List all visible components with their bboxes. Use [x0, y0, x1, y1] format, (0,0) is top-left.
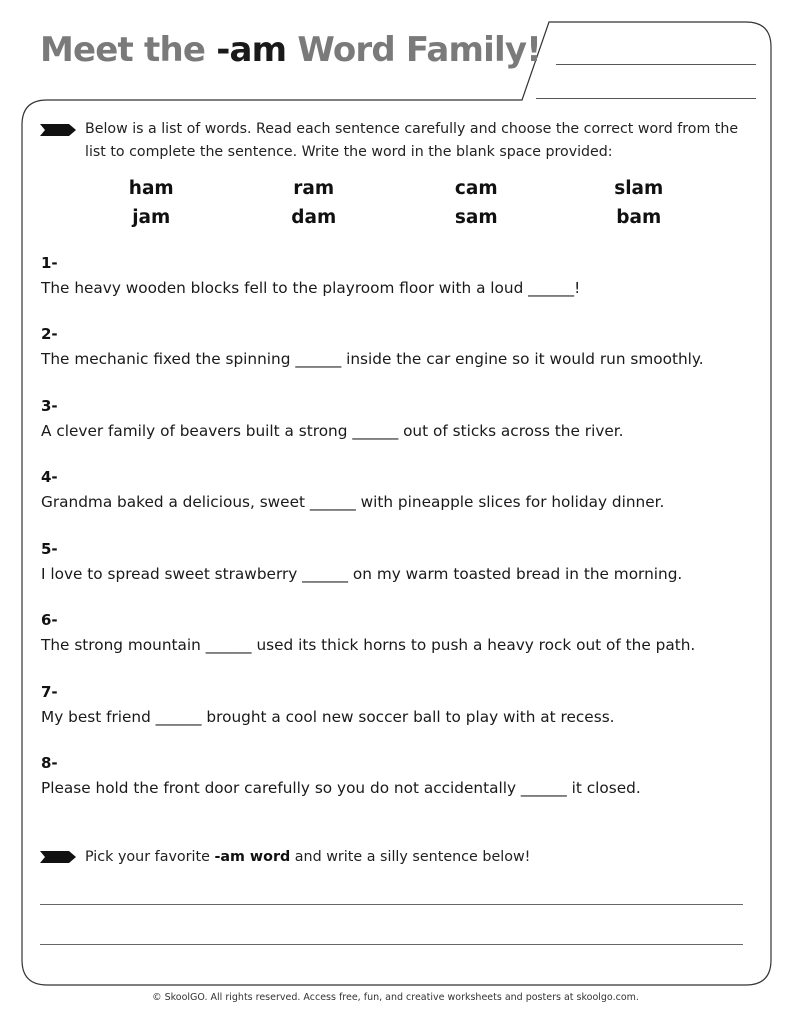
question-item	[41, 540, 766, 586]
question-sentence[interactable]: Grandma baked a delicious, sweet ______ with pineapple slices for holiday dinner.	[41, 493, 665, 511]
question-item	[41, 325, 766, 371]
word-bank-word: jam	[132, 207, 171, 228]
silly-sentence-prompt	[85, 846, 530, 868]
word-bank	[70, 174, 720, 232]
question-item	[41, 397, 766, 443]
question-sentence[interactable]: The strong mountain ______ used its thick horns to push a heavy rock out of the path.	[41, 636, 696, 654]
page-title	[40, 30, 541, 70]
instruction-text: Below is a list of words. Read each sentence carefully and choose the correct word from the list to complete the sentence. Write the word in the blank space provided:	[85, 121, 739, 160]
question-sentence[interactable]: Please hold the front door carefully so you do not accidentally ______ it closed.	[41, 779, 641, 797]
word-bank-word: sam	[454, 207, 498, 228]
question-number: 7-	[41, 683, 58, 701]
question-item	[41, 611, 766, 657]
word-bank-word: dam	[291, 207, 337, 228]
question-item	[41, 254, 766, 300]
question-sentence[interactable]: My best friend ______ brought a cool new soccer ball to play with at recess.	[41, 708, 615, 726]
writing-line[interactable]	[40, 904, 743, 905]
word-bank-row	[70, 174, 720, 203]
word-bank-word: cam	[454, 178, 498, 199]
footer-copyright: © SkoolGO. All rights reserved. Access free, fun, and creative worksheets and posters at skoolgo.com.	[152, 992, 639, 1003]
prompt-text: Pick your favorite	[85, 849, 215, 865]
question-number: 5-	[41, 540, 58, 558]
question-number: 6-	[41, 611, 58, 629]
prompt-text: and write a silly sentence below!	[290, 849, 531, 865]
arrow-pointer-icon	[40, 124, 76, 136]
title-accent: -am	[216, 30, 287, 70]
word-bank-word: ham	[128, 178, 174, 199]
question-number: 4-	[41, 468, 58, 486]
question-sentence[interactable]: The heavy wooden blocks fell to the playroom floor with a loud ______!	[41, 279, 581, 297]
name-line-top[interactable]	[556, 64, 756, 65]
question-number: 8-	[41, 754, 58, 772]
question-sentence[interactable]: The mechanic fixed the spinning ______ inside the car engine so it would run smoothly.	[41, 350, 704, 368]
question-item	[41, 468, 766, 514]
question-number: 3-	[41, 397, 58, 415]
question-item	[41, 754, 766, 800]
arrow-pointer-icon	[40, 851, 76, 863]
writing-line[interactable]	[40, 944, 743, 945]
title-part-1: Meet the	[40, 30, 217, 70]
title-part-2: Word Family!	[286, 30, 541, 70]
name-line-bottom[interactable]	[536, 98, 756, 99]
question-number: 1-	[41, 254, 58, 272]
question-sentence[interactable]: A clever family of beavers built a strong ______ out of sticks across the river.	[41, 422, 624, 440]
word-bank-word: ram	[293, 178, 335, 199]
question-item	[41, 683, 766, 729]
question-number: 2-	[41, 325, 58, 343]
word-bank-row	[70, 203, 720, 232]
prompt-bold-text: -am word	[214, 849, 291, 865]
question-sentence[interactable]: I love to spread sweet strawberry ______ on my warm toasted bread in the morning.	[41, 565, 683, 583]
word-bank-word: slam	[614, 178, 664, 199]
word-bank-word: bam	[616, 207, 662, 228]
